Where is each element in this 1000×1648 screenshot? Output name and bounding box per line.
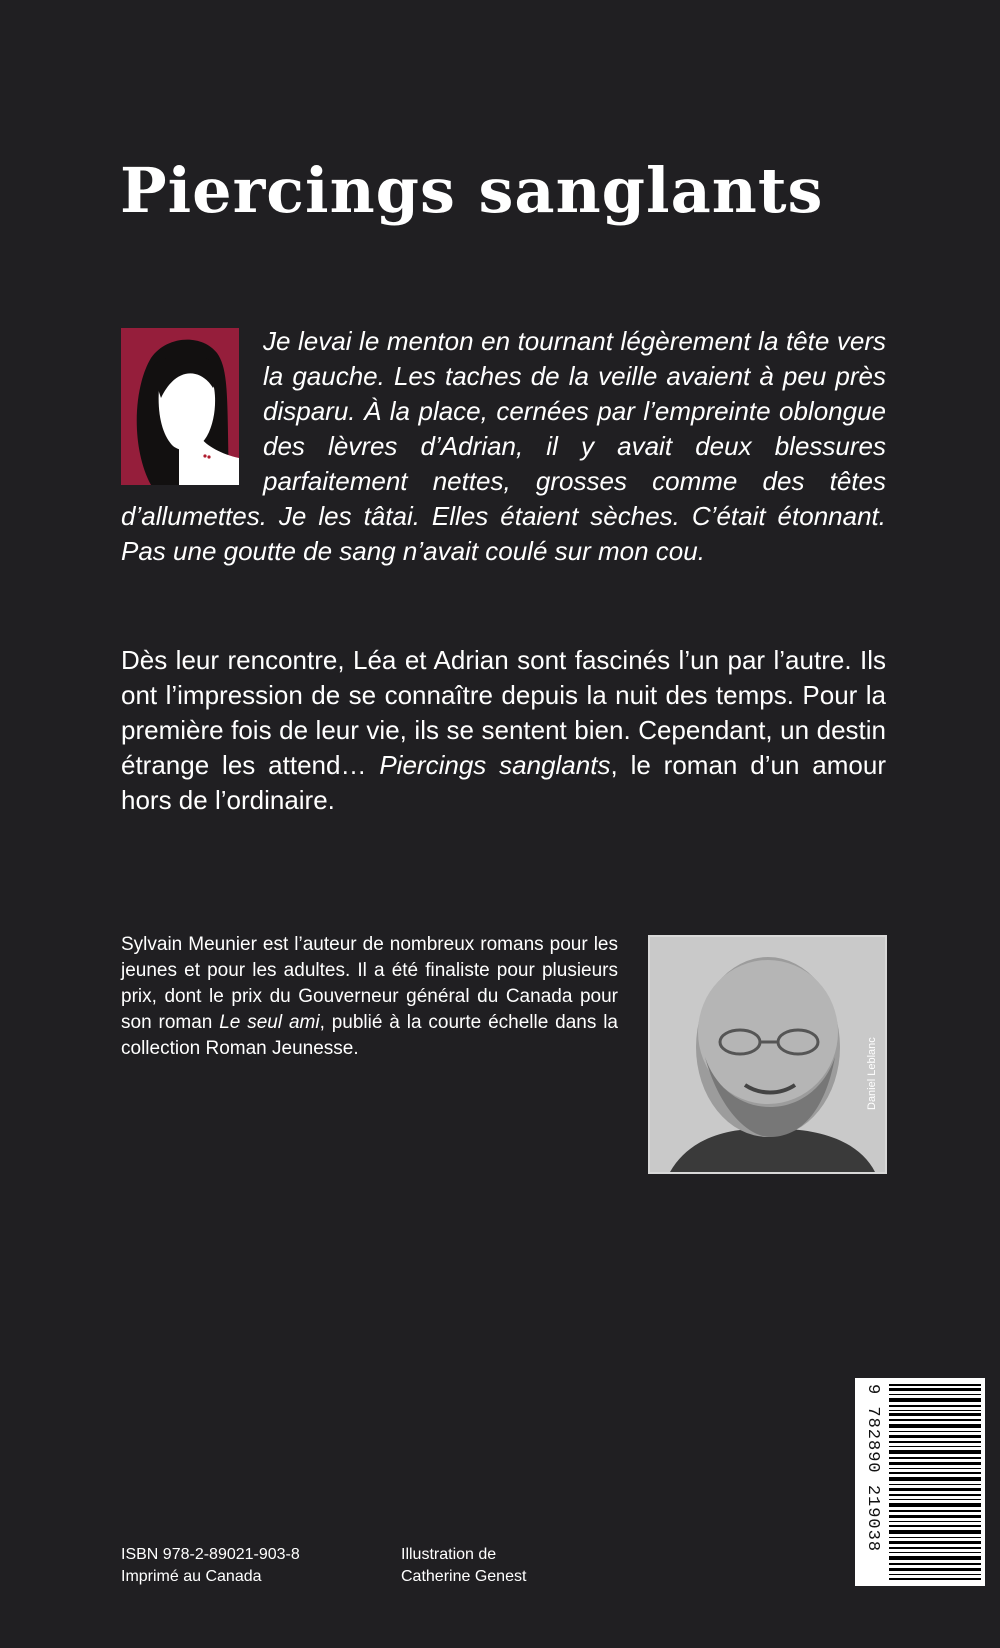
author-bio: Sylvain Meunier est l’auteur de nombreux romans pour les jeunes et pour les adultes. Il a été finaliste pour plusieurs prix, dont le prix du Gouverneur général du Canada pour son roman Le seul ami, publié à la courte échelle dans la collection Roman Jeunesse. [121, 934, 618, 1059]
book-excerpt: Je levai le menton en tournant légèrement la tête vers la gauche. Les taches de la veille avaient à peu près disparu. À la place, cernées par l’empreinte oblongue des lèvres d’Adrian, il y avait deux blessures parfaitement nettes, grosses comme des têtes d’allumettes. Je les tâtai. Elles étaient sèches. C’était étonnant. Pas une goutte de sang n’avait coulé sur mon cou. [121, 326, 886, 566]
isbn-number: ISBN 978-2-89021-903-8 [121, 1546, 300, 1563]
barcode-digits: 9 782890 219038 [863, 1384, 882, 1553]
isbn-block [121, 1544, 300, 1588]
author-photo [648, 935, 887, 1174]
summary-title: Piercings sanglants [379, 750, 611, 780]
photo-credit: Daniel Leblanc [866, 1037, 878, 1110]
printed-in: Imprimé au Canada [121, 1568, 262, 1585]
book-summary: Dès leur rencontre, Léa et Adrian sont fascinés l’un par l’autre. Ils ont l’impression de se connaître depuis la nuit des temps. Pour la première fois de leur vie, ils se sentent bien. Cependant, un destin étrange les attend… Piercings sanglants, le roman d’un amour hors de l’ordinaire. [121, 645, 886, 815]
bio-book-title: Le seul ami [219, 1012, 320, 1033]
illustration-credit: Illustration de Catherine Genest [401, 1546, 527, 1585]
book-title: Piercings sanglants [120, 154, 824, 227]
